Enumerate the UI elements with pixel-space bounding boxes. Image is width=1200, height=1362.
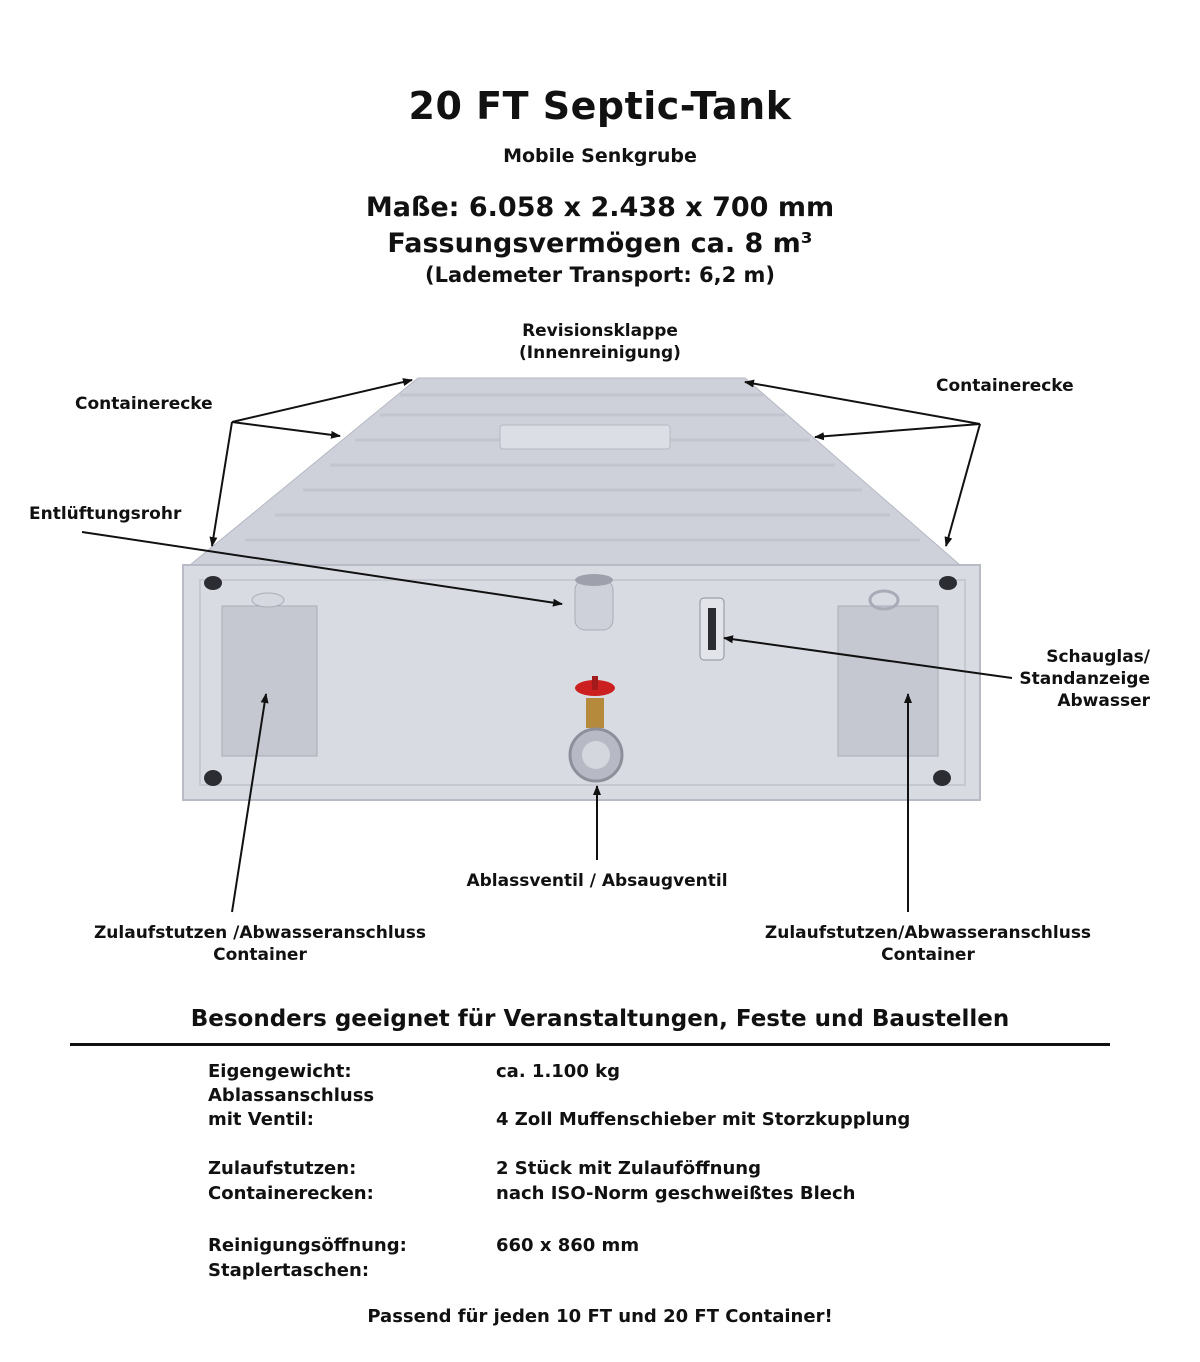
- valve-label: Ablassventil / Absaugventil: [466, 871, 728, 891]
- spec-drain-label-2: mit Ventil:: [208, 1109, 314, 1130]
- tagline: Besonders geeignet für Veranstaltungen, Feste und Baustellen: [190, 1006, 1010, 1032]
- spec-weight-value: ca. 1.100 kg: [496, 1061, 620, 1082]
- dimensions-text: Maße: 6.058 x 2.438 x 700 mm: [365, 192, 835, 223]
- page-subtitle: Mobile Senkgrube: [503, 145, 697, 167]
- revision-hatch: [500, 425, 670, 449]
- sight-glass: [700, 598, 724, 660]
- inlet-label-right: Zulaufstutzen/Abwasseranschluss Container: [764, 923, 1092, 965]
- spec-corners-value: nach ISO-Norm geschweißtes Blech: [496, 1183, 856, 1204]
- leader-corner-left-b: [232, 422, 340, 436]
- spec-corners-label: Containerecken:: [208, 1183, 374, 1204]
- inlet-label-left: Zulaufstutzen /Abwasseranschluss Container: [93, 923, 427, 965]
- vent-pipe: [575, 574, 613, 630]
- inlet-box-right: [838, 591, 938, 756]
- spec-drain-label-1: Ablassanschluss: [208, 1085, 375, 1106]
- spec-forklift-label: Staplertaschen:: [208, 1260, 370, 1281]
- divider: [70, 1043, 1110, 1046]
- footer-note: Passend für jeden 10 FT und 20 FT Container!: [367, 1306, 833, 1327]
- revision-hatch-label: Revisionsklappe (Innenreinigung): [519, 321, 681, 363]
- transport-text: (Lademeter Transport: 6,2 m): [424, 263, 776, 287]
- spec-inlet-label: Zulaufstutzen:: [208, 1158, 357, 1179]
- corner-label-right: Containerecke: [936, 376, 1074, 396]
- spec-drain-value: 4 Zoll Muffenschieber mit Storzkupplung: [496, 1109, 911, 1130]
- leader-corner-left-c: [212, 422, 232, 546]
- corner-label-left: Containerecke: [75, 394, 213, 414]
- sight-glass-label: Schauglas/ Standanzeige Abwasser: [1019, 647, 1150, 711]
- spec-cleaning-label: Reinigungsöffnung:: [208, 1235, 407, 1256]
- spec-weight-label: Eigengewicht:: [208, 1061, 352, 1082]
- vent-label: Entlüftungsrohr: [29, 504, 182, 524]
- inlet-box-left: [222, 593, 317, 756]
- leader-corner-right-c: [946, 424, 980, 546]
- leader-corner-right-b: [815, 424, 980, 437]
- capacity-text: Fassungsvermögen ca. 8 m³: [387, 228, 813, 259]
- spec-inlet-value: 2 Stück mit Zulauföffnung: [496, 1158, 761, 1179]
- tank-top-surface: [190, 378, 960, 565]
- spec-cleaning-value: 660 x 860 mm: [496, 1235, 640, 1256]
- page-title: 20 FT Septic-Tank: [408, 84, 792, 128]
